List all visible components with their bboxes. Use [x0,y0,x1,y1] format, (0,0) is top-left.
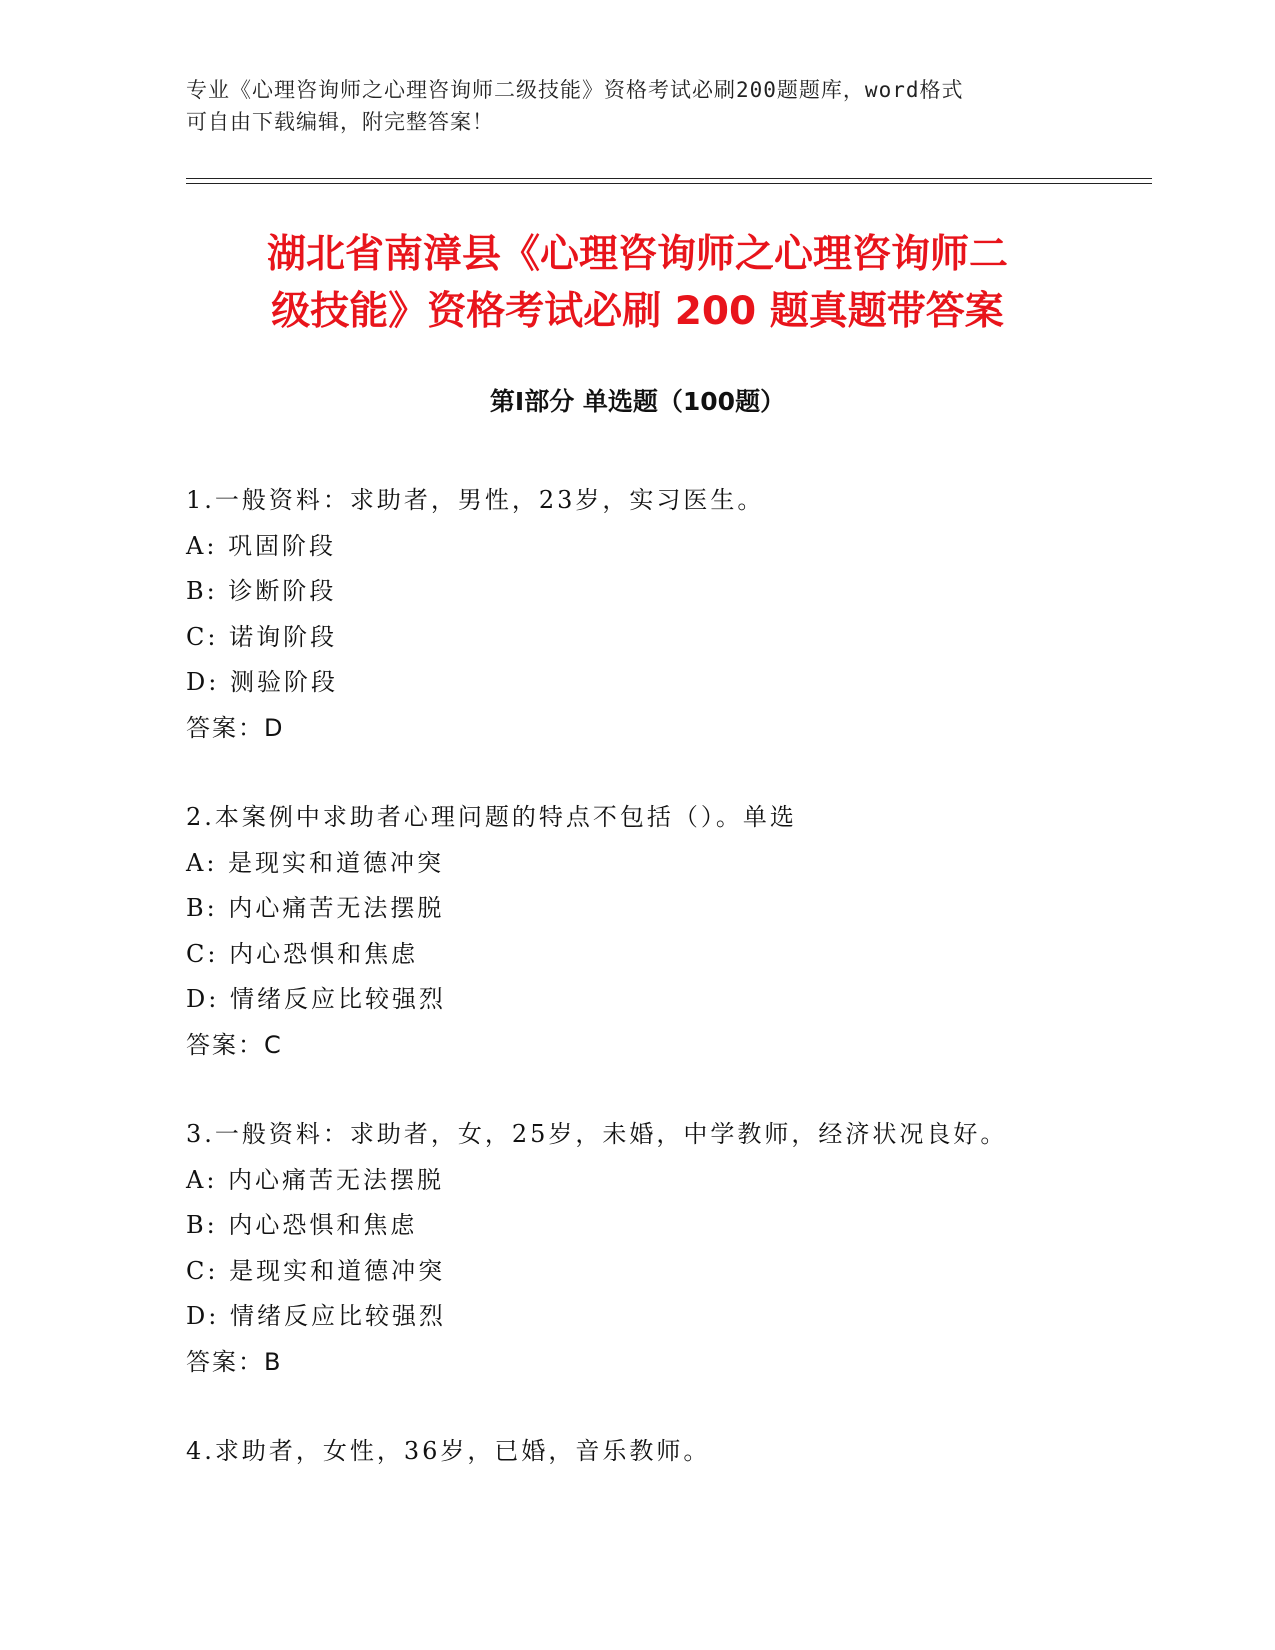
question-item [186,1429,1146,1475]
answer-text: 答案：C [186,1030,283,1059]
answer-text: 答案：D [186,713,285,742]
question-text: 4.求助者，女性，36岁，已婚，音乐教师。 [186,1437,711,1465]
question-text: 2.本案例中求助者心理问题的特点不包括（）。单选 [186,803,797,831]
option-c: C: 诺询阶段 [186,622,338,651]
question-list [186,478,1146,1519]
option-b: B: 内心恐惧和焦虑 [186,1211,418,1239]
header-note [186,74,1086,138]
option-d: D: 情绪反应比较强烈 [186,1302,446,1330]
option-d: D: 情绪反应比较强烈 [186,985,446,1013]
option-a: A: 内心痛苦无法摆脱 [186,1165,445,1194]
question-text: 3.一般资料：求助者，女，25岁，未婚，中学教师，经济状况良好。 [186,1120,1008,1148]
option-c: C: 是现实和道德冲突 [186,1256,446,1285]
section-title: 第Ⅰ部分 单选题（100题） [489,387,786,416]
document-title-line: 湖北省南漳县《心理咨询师之心理咨询师二 [266,232,1008,277]
question-item [186,795,1146,1068]
answer-text: 答案：B [186,1347,283,1376]
header-note-line: 专业《心理咨询师之心理咨询师二级技能》资格考试必刷200题题库，word格式 [186,78,964,102]
question-text: 1.一般资料：求助者，男性，23岁，实习医生。 [186,486,765,514]
question-item [186,478,1146,751]
option-a: A: 是现实和道德冲突 [186,848,445,877]
option-a: A: 巩固阶段 [186,531,337,560]
option-d: D: 测验阶段 [186,668,338,696]
header-divider [186,178,1152,179]
option-b: B: 内心痛苦无法摆脱 [186,894,445,922]
header-divider [186,183,1152,184]
header-note-line: 可自由下载编辑，附完整答案！ [186,110,494,134]
document-title [150,226,1125,340]
question-item [186,1112,1146,1385]
option-b: B: 诊断阶段 [186,577,337,605]
option-c: C: 内心恐惧和焦虑 [186,939,419,968]
document-title-line: 级技能》资格考试必刷 200 题真题带答案 [271,289,1004,334]
